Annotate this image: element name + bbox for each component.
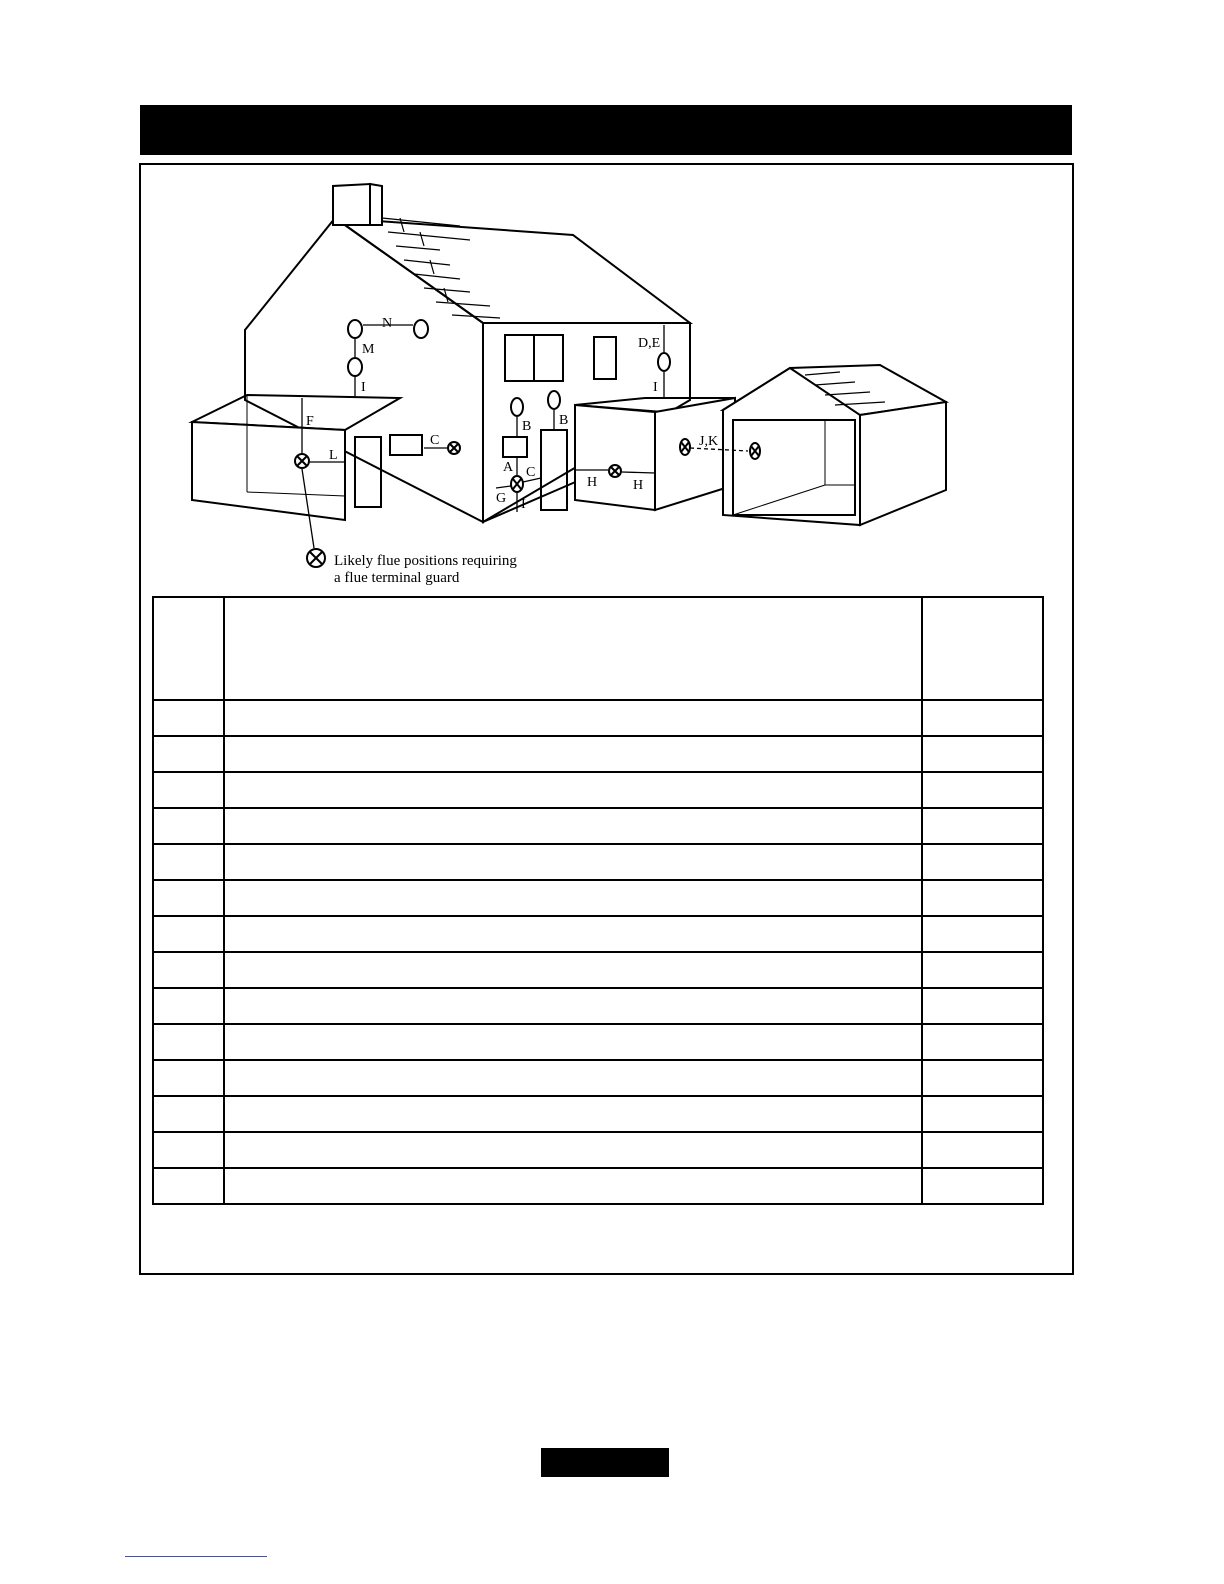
- table-header-row: [153, 597, 1043, 700]
- table-row: [153, 916, 1043, 952]
- table-row: [153, 1168, 1043, 1204]
- table-cell-ref: [153, 952, 224, 988]
- label-F: F: [306, 414, 314, 429]
- table-cell-description: [224, 1132, 922, 1168]
- label-JK: J,K: [699, 434, 719, 449]
- table-cell-ref: [153, 844, 224, 880]
- terminal-clearance-table: [152, 596, 1044, 1205]
- table-cell-description: [224, 988, 922, 1024]
- label-I-right: I: [653, 380, 658, 395]
- table-cell-distance: [922, 844, 1043, 880]
- garage-side: [860, 402, 946, 525]
- table-cell-ref: [153, 1024, 224, 1060]
- label-C-left: C: [430, 433, 440, 448]
- label-A: A: [503, 460, 514, 475]
- table-cell-description: [224, 880, 922, 916]
- label-I-left: I: [361, 380, 366, 395]
- legend-line-1: Likely flue positions requiring: [334, 553, 517, 569]
- table-cell-description: [224, 808, 922, 844]
- table-cell-distance: [922, 1060, 1043, 1096]
- house-roof: [335, 218, 690, 323]
- table-row: [153, 844, 1043, 880]
- table-cell-description: [224, 1024, 922, 1060]
- table-cell-distance: [922, 988, 1043, 1024]
- label-I-front: I: [521, 497, 526, 512]
- section-header-bar: [140, 105, 1072, 155]
- window-upper-small: [594, 337, 616, 379]
- table-cell-ref: [153, 988, 224, 1024]
- table-row: [153, 1060, 1043, 1096]
- door-left: [355, 437, 381, 507]
- table-cell-description: [224, 772, 922, 808]
- table-row: [153, 1096, 1043, 1132]
- chimney-side: [370, 184, 382, 225]
- table-cell-description: [224, 952, 922, 988]
- flue-terminal-diagram: [180, 178, 960, 593]
- label-DE: D,E: [638, 336, 661, 351]
- table-cell-description: [224, 844, 922, 880]
- table-cell-ref: [153, 1168, 224, 1204]
- table-cell-description: [224, 1060, 922, 1096]
- table-cell-ref: [153, 700, 224, 736]
- table-row: [153, 736, 1043, 772]
- table-cell-description: [224, 916, 922, 952]
- table-cell-distance: [922, 772, 1043, 808]
- table-cell-ref: [153, 1132, 224, 1168]
- table-cell-description: [224, 1168, 922, 1204]
- label-B-left: B: [522, 419, 532, 434]
- label-M: M: [362, 342, 375, 357]
- header-cell-ref: [153, 597, 224, 700]
- table-row: [153, 808, 1043, 844]
- table-cell-distance: [922, 700, 1043, 736]
- window-left: [390, 435, 422, 455]
- table-cell-ref: [153, 736, 224, 772]
- table-cell-ref: [153, 808, 224, 844]
- label-H-left: H: [587, 475, 598, 490]
- table-cell-description: [224, 1096, 922, 1132]
- extension-front: [575, 405, 655, 510]
- window-front-small: [503, 437, 527, 457]
- door-front: [541, 430, 567, 510]
- table-cell-ref: [153, 772, 224, 808]
- footer-link-underline[interactable]: [125, 1556, 267, 1557]
- header-cell-distance: [922, 597, 1043, 700]
- table-cell-ref: [153, 880, 224, 916]
- header-cell-description: [224, 597, 922, 700]
- table-row: [153, 700, 1043, 736]
- table-cell-distance: [922, 1024, 1043, 1060]
- label-B-right: B: [559, 413, 569, 428]
- table-cell-ref: [153, 916, 224, 952]
- label-H-right: H: [633, 478, 644, 493]
- table-cell-distance: [922, 880, 1043, 916]
- chimney: [333, 184, 370, 225]
- label-G: G: [496, 491, 507, 506]
- table-cell-description: [224, 700, 922, 736]
- label-N: N: [382, 316, 393, 331]
- table-cell-distance: [922, 1168, 1043, 1204]
- page-number-bar: [541, 1448, 669, 1477]
- table-cell-distance: [922, 808, 1043, 844]
- table-row: [153, 1132, 1043, 1168]
- label-L: L: [329, 448, 338, 463]
- table-row: [153, 880, 1043, 916]
- label-C-front: C: [526, 465, 536, 480]
- carport-side: [192, 422, 345, 520]
- table-row: [153, 988, 1043, 1024]
- table-cell-distance: [922, 916, 1043, 952]
- table-cell-distance: [922, 952, 1043, 988]
- table-cell-distance: [922, 1096, 1043, 1132]
- table-row: [153, 772, 1043, 808]
- table-cell-distance: [922, 1132, 1043, 1168]
- table-cell-description: [224, 736, 922, 772]
- legend-line-2: a flue terminal guard: [334, 570, 460, 586]
- roof-tiles: [382, 218, 500, 318]
- table-row: [153, 952, 1043, 988]
- table-cell-ref: [153, 1060, 224, 1096]
- table-cell-ref: [153, 1096, 224, 1132]
- table-row: [153, 1024, 1043, 1060]
- table-cell-distance: [922, 736, 1043, 772]
